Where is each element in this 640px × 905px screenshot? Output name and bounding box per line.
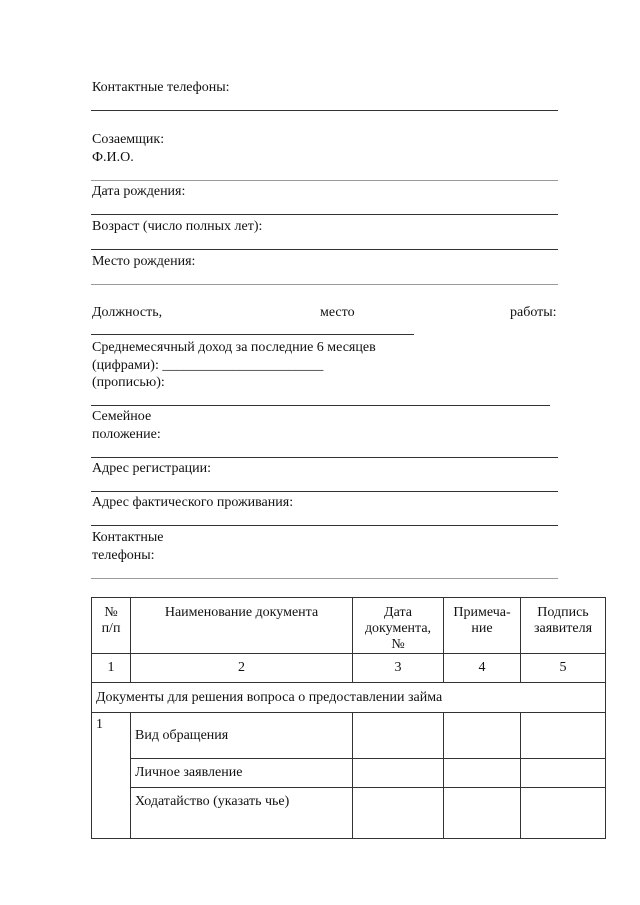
row-note-cell[interactable] xyxy=(444,759,521,788)
birth-date-underline xyxy=(91,214,558,215)
row-document-name: Вид обращения xyxy=(131,713,353,759)
row-signature-cell[interactable] xyxy=(521,713,606,759)
column-number-5: 5 xyxy=(521,654,606,683)
header-number-line1: № xyxy=(104,605,118,620)
column-number-1: 1 xyxy=(92,654,131,683)
table-number-row xyxy=(92,654,606,683)
contact-phones-underline xyxy=(91,110,558,111)
row-date-cell[interactable] xyxy=(353,759,444,788)
row-signature-cell[interactable] xyxy=(521,759,606,788)
section-row xyxy=(92,683,606,713)
birth-place-underline xyxy=(91,284,558,285)
header-note-line1: Примеча- xyxy=(453,605,511,620)
row-document-name: Ходатайство (указать чье) xyxy=(131,788,353,839)
header-document-date-line2: документа, xyxy=(364,621,432,636)
reg-address-underline xyxy=(91,491,558,492)
row-number xyxy=(92,788,131,839)
fio-label: Ф.И.О. xyxy=(92,150,134,165)
income-words-underline xyxy=(91,405,550,406)
header-note-line2: ние xyxy=(471,621,493,636)
contact-phones-2-label-line1: Контактные xyxy=(92,530,164,545)
contact-phones-label: Контактные телефоны: xyxy=(92,80,230,95)
row-date-cell[interactable] xyxy=(353,713,444,759)
header-document-date-line3: № xyxy=(391,637,405,652)
position-word-2: место xyxy=(320,305,355,320)
contact-phones-2-underline xyxy=(91,578,558,579)
header-document-date-line1: Дата xyxy=(384,605,412,620)
section-title: Документы для решения вопроса о предоставлении займа xyxy=(92,683,606,713)
documents-table xyxy=(91,597,606,839)
contact-phones-2-label-line2: телефоны: xyxy=(92,548,155,563)
header-number-line2: п/п xyxy=(101,621,121,636)
actual-address-label: Адрес фактического проживания: xyxy=(92,495,294,510)
income-words-label: (прописью): xyxy=(92,375,165,390)
table-header-row xyxy=(92,598,606,654)
marital-status-underline xyxy=(91,457,558,458)
table-row xyxy=(92,788,606,839)
column-number-3: 3 xyxy=(353,654,444,683)
age-underline xyxy=(91,249,558,250)
header-document-name-text: Наименование документа xyxy=(164,605,319,620)
header-document-name xyxy=(131,598,353,654)
coborrower-label: Созаемщик: xyxy=(92,132,165,147)
header-note xyxy=(444,598,521,654)
birth-date-label: Дата рождения: xyxy=(92,184,186,199)
header-signature-line1: Подпись xyxy=(537,605,589,620)
income-label: Среднемесячный доход за последние 6 месяцев xyxy=(92,340,376,355)
header-signature-line2: заявителя xyxy=(533,621,593,636)
fio-underline xyxy=(91,180,558,181)
row-number xyxy=(92,759,131,788)
row-date-cell[interactable] xyxy=(353,788,444,839)
column-number-4: 4 xyxy=(444,654,521,683)
position-word-3: работы: xyxy=(510,305,557,320)
birth-place-label: Место рождения: xyxy=(92,254,196,269)
row-signature-cell[interactable] xyxy=(521,788,606,839)
reg-address-label: Адрес регистрации: xyxy=(92,461,212,476)
row-document-name: Личное заявление xyxy=(131,759,353,788)
table-row xyxy=(92,759,606,788)
income-digits-label: (цифрами): _______________________ xyxy=(92,358,324,373)
age-label: Возраст (число полных лет): xyxy=(92,219,263,234)
row-note-cell[interactable] xyxy=(444,713,521,759)
position-underline xyxy=(91,334,414,335)
header-number xyxy=(92,598,131,654)
marital-status-label-line1: Семейное xyxy=(92,409,152,424)
header-signature xyxy=(521,598,606,654)
row-note-cell[interactable] xyxy=(444,788,521,839)
position-word-1: Должность, xyxy=(92,305,163,320)
actual-address-underline xyxy=(91,525,558,526)
table-row xyxy=(92,713,606,759)
row-number: 1 xyxy=(92,713,131,759)
header-document-date xyxy=(353,598,444,654)
marital-status-label-line2: положение: xyxy=(92,427,161,442)
column-number-2: 2 xyxy=(131,654,353,683)
